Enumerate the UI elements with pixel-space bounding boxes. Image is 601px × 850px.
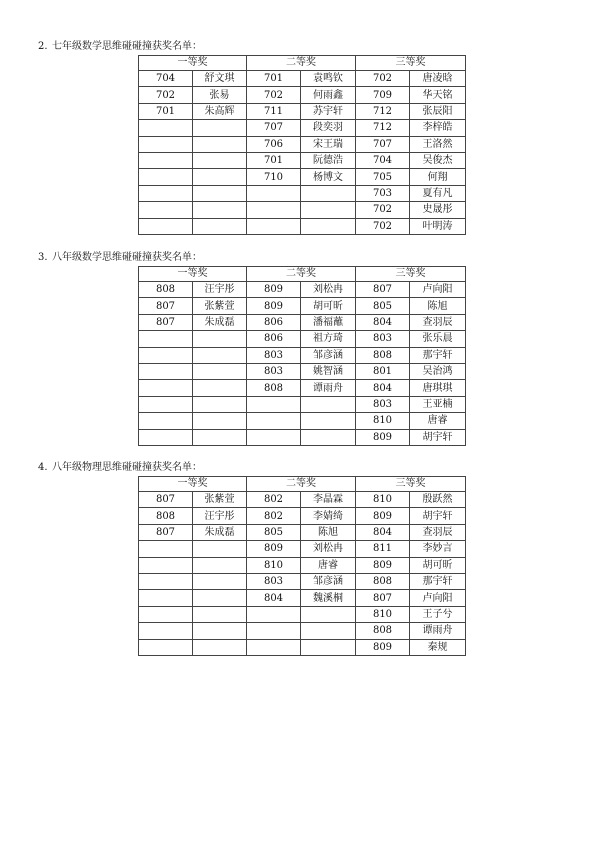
table-row	[139, 218, 466, 234]
class-cell: 711	[247, 103, 301, 119]
name-cell: 胡宇轩	[410, 508, 466, 524]
table-row	[139, 606, 466, 622]
name-cell: 谭雨舟	[301, 380, 356, 396]
name-cell	[193, 429, 247, 445]
name-cell: 阮德浩	[301, 152, 356, 168]
class-cell: 807	[139, 524, 193, 540]
class-cell: 807	[139, 314, 193, 330]
name-cell	[301, 413, 356, 429]
name-cell	[301, 202, 356, 218]
name-cell: 邹彦涵	[301, 347, 356, 363]
class-cell	[139, 185, 193, 201]
class-cell	[247, 396, 301, 412]
name-cell	[193, 623, 247, 639]
class-cell: 704	[139, 71, 193, 87]
class-cell: 710	[247, 169, 301, 185]
name-cell	[301, 218, 356, 234]
name-cell: 卢向阳	[410, 590, 466, 606]
name-cell: 吴俊杰	[410, 152, 466, 168]
class-cell	[139, 557, 193, 573]
class-cell: 808	[356, 623, 410, 639]
table-row	[139, 347, 466, 363]
class-cell: 702	[356, 202, 410, 218]
table-row	[139, 639, 466, 655]
table-row	[139, 573, 466, 589]
name-cell: 张辰阳	[410, 103, 466, 119]
class-cell	[247, 606, 301, 622]
name-cell: 李梓皓	[410, 120, 466, 136]
class-cell: 810	[356, 492, 410, 508]
class-cell: 806	[247, 331, 301, 347]
table-row	[139, 413, 466, 429]
name-cell	[193, 185, 247, 201]
class-cell	[139, 218, 193, 234]
class-cell	[139, 623, 193, 639]
name-cell: 刘松冉	[301, 541, 356, 557]
class-cell	[139, 347, 193, 363]
class-cell	[139, 363, 193, 379]
table-header-row	[139, 267, 466, 282]
table-row	[139, 169, 466, 185]
name-cell	[193, 331, 247, 347]
class-cell: 802	[247, 492, 301, 508]
name-cell: 何雨鑫	[301, 87, 356, 103]
name-cell: 唐睿	[301, 557, 356, 573]
name-cell	[193, 120, 247, 136]
name-cell: 史晟彤	[410, 202, 466, 218]
class-cell: 703	[356, 185, 410, 201]
name-cell: 谭雨舟	[410, 623, 466, 639]
class-cell: 810	[247, 557, 301, 573]
class-cell: 701	[247, 71, 301, 87]
name-cell: 李妙言	[410, 541, 466, 557]
table-row	[139, 298, 466, 314]
class-cell: 807	[356, 282, 410, 298]
class-cell: 804	[247, 590, 301, 606]
name-cell	[193, 347, 247, 363]
name-cell	[193, 136, 247, 152]
name-cell	[193, 557, 247, 573]
class-cell	[139, 169, 193, 185]
class-cell: 702	[356, 218, 410, 234]
table-row	[139, 380, 466, 396]
name-cell	[193, 413, 247, 429]
name-cell: 王子兮	[410, 606, 466, 622]
name-cell	[301, 606, 356, 622]
table-row	[139, 508, 466, 524]
class-cell: 805	[356, 298, 410, 314]
name-cell: 查羽辰	[410, 314, 466, 330]
class-cell: 807	[139, 492, 193, 508]
name-cell	[301, 623, 356, 639]
class-cell	[139, 573, 193, 589]
table-row	[139, 363, 466, 379]
name-cell: 吴治鸿	[410, 363, 466, 379]
table-row	[139, 282, 466, 298]
class-cell: 704	[356, 152, 410, 168]
name-cell: 陈旭	[301, 524, 356, 540]
class-cell: 809	[356, 429, 410, 445]
class-cell: 803	[247, 347, 301, 363]
class-cell: 702	[356, 71, 410, 87]
class-cell: 804	[356, 524, 410, 540]
table-header-row	[139, 56, 466, 71]
section-number: 4.	[38, 462, 48, 473]
table-row	[139, 185, 466, 201]
class-cell: 802	[247, 508, 301, 524]
name-cell: 姚智涵	[301, 363, 356, 379]
class-cell: 808	[139, 282, 193, 298]
class-cell: 805	[247, 524, 301, 540]
class-cell	[139, 396, 193, 412]
class-cell: 809	[356, 639, 410, 655]
name-cell	[193, 396, 247, 412]
prize-level-header: 三等奖	[356, 477, 466, 492]
class-cell: 809	[247, 541, 301, 557]
name-cell: 胡宇轩	[410, 429, 466, 445]
class-cell	[247, 639, 301, 655]
name-cell: 殷跃然	[410, 492, 466, 508]
name-cell: 卢向阳	[410, 282, 466, 298]
table-row	[139, 314, 466, 330]
table-row	[139, 120, 466, 136]
name-cell: 祖方琦	[301, 331, 356, 347]
table-row	[139, 103, 466, 119]
class-cell	[139, 429, 193, 445]
name-cell	[193, 202, 247, 218]
class-cell: 702	[247, 87, 301, 103]
prize-level-header: 一等奖	[139, 477, 247, 492]
name-cell	[193, 152, 247, 168]
section-title	[38, 252, 202, 264]
class-cell: 701	[139, 103, 193, 119]
class-cell	[139, 606, 193, 622]
table-row	[139, 541, 466, 557]
table-row	[139, 557, 466, 573]
name-cell: 苏宇轩	[301, 103, 356, 119]
name-cell: 夏有凡	[410, 185, 466, 201]
name-cell: 朱成磊	[193, 524, 247, 540]
class-cell	[139, 152, 193, 168]
name-cell	[301, 396, 356, 412]
class-cell: 808	[356, 347, 410, 363]
class-cell	[247, 413, 301, 429]
name-cell: 段奕羽	[301, 120, 356, 136]
award-table	[138, 266, 466, 446]
name-cell: 何翔	[410, 169, 466, 185]
class-cell: 809	[247, 298, 301, 314]
table-row	[139, 396, 466, 412]
class-cell: 803	[247, 363, 301, 379]
name-cell: 汪宇彤	[193, 508, 247, 524]
class-cell: 810	[356, 606, 410, 622]
class-cell: 702	[139, 87, 193, 103]
class-cell	[247, 218, 301, 234]
name-cell	[301, 429, 356, 445]
name-cell: 袁鸣钦	[301, 71, 356, 87]
name-cell: 杨博文	[301, 169, 356, 185]
name-cell: 朱高辉	[193, 103, 247, 119]
class-cell	[247, 202, 301, 218]
name-cell: 华天铭	[410, 87, 466, 103]
class-cell: 712	[356, 120, 410, 136]
section-number: 3.	[38, 252, 48, 263]
section-title-text: 七年级数学思维碰碰撞获奖名单：	[52, 41, 202, 52]
class-cell: 804	[356, 314, 410, 330]
class-cell: 808	[247, 380, 301, 396]
name-cell: 张易	[193, 87, 247, 103]
name-cell	[193, 169, 247, 185]
name-cell: 胡可昕	[301, 298, 356, 314]
table-row	[139, 492, 466, 508]
table-row	[139, 71, 466, 87]
name-cell	[193, 541, 247, 557]
name-cell: 唐凌晗	[410, 71, 466, 87]
class-cell	[139, 639, 193, 655]
section-title-text: 八年级数学思维碰碰撞获奖名单：	[52, 252, 202, 263]
class-cell: 706	[247, 136, 301, 152]
class-cell: 809	[356, 508, 410, 524]
name-cell: 叶明涛	[410, 218, 466, 234]
name-cell	[193, 363, 247, 379]
name-cell: 李婧绮	[301, 508, 356, 524]
section-title	[38, 462, 202, 474]
class-cell	[139, 541, 193, 557]
name-cell: 张紫萱	[193, 492, 247, 508]
class-cell: 808	[356, 573, 410, 589]
name-cell	[193, 606, 247, 622]
table-row	[139, 136, 466, 152]
class-cell	[139, 136, 193, 152]
table-row	[139, 202, 466, 218]
table-row	[139, 152, 466, 168]
name-cell: 宋王瑞	[301, 136, 356, 152]
table-row	[139, 331, 466, 347]
section-title-text: 八年级物理思维碰碰撞获奖名单：	[52, 462, 202, 473]
name-cell	[193, 218, 247, 234]
class-cell: 804	[356, 380, 410, 396]
name-cell	[301, 639, 356, 655]
class-cell: 709	[356, 87, 410, 103]
class-cell: 811	[356, 541, 410, 557]
section-title	[38, 41, 202, 53]
name-cell: 张乐晨	[410, 331, 466, 347]
table-row	[139, 524, 466, 540]
class-cell	[139, 380, 193, 396]
name-cell: 那宇轩	[410, 573, 466, 589]
class-cell	[247, 623, 301, 639]
class-cell: 803	[356, 331, 410, 347]
name-cell	[193, 639, 247, 655]
class-cell: 809	[247, 282, 301, 298]
class-cell: 801	[356, 363, 410, 379]
name-cell	[193, 380, 247, 396]
class-cell: 809	[356, 557, 410, 573]
class-cell: 803	[247, 573, 301, 589]
name-cell: 胡可昕	[410, 557, 466, 573]
name-cell: 唐睿	[410, 413, 466, 429]
name-cell: 朱成磊	[193, 314, 247, 330]
prize-level-header: 二等奖	[247, 267, 356, 282]
name-cell: 那宇轩	[410, 347, 466, 363]
class-cell: 807	[139, 298, 193, 314]
class-cell	[139, 120, 193, 136]
class-cell: 707	[356, 136, 410, 152]
class-cell: 808	[139, 508, 193, 524]
section-number: 2.	[38, 41, 48, 52]
prize-level-header: 三等奖	[356, 56, 466, 71]
table-row	[139, 429, 466, 445]
name-cell	[301, 185, 356, 201]
name-cell: 王亚楠	[410, 396, 466, 412]
class-cell: 705	[356, 169, 410, 185]
class-cell: 707	[247, 120, 301, 136]
class-cell: 701	[247, 152, 301, 168]
table-row	[139, 590, 466, 606]
name-cell: 潘福蘸	[301, 314, 356, 330]
prize-level-header: 一等奖	[139, 56, 247, 71]
name-cell: 舒文琪	[193, 71, 247, 87]
class-cell	[247, 185, 301, 201]
prize-level-header: 二等奖	[247, 477, 356, 492]
prize-level-header: 一等奖	[139, 267, 247, 282]
name-cell	[193, 573, 247, 589]
name-cell: 邹彦涵	[301, 573, 356, 589]
class-cell	[139, 413, 193, 429]
class-cell	[139, 202, 193, 218]
name-cell: 李晶霖	[301, 492, 356, 508]
class-cell: 806	[247, 314, 301, 330]
award-table	[138, 476, 466, 656]
name-cell: 张紫萱	[193, 298, 247, 314]
name-cell: 王洛然	[410, 136, 466, 152]
table-header-row	[139, 477, 466, 492]
class-cell: 712	[356, 103, 410, 119]
class-cell	[247, 429, 301, 445]
class-cell	[139, 331, 193, 347]
award-table	[138, 55, 466, 235]
name-cell: 汪宇彤	[193, 282, 247, 298]
name-cell: 陈旭	[410, 298, 466, 314]
class-cell: 803	[356, 396, 410, 412]
name-cell: 魏溪桐	[301, 590, 356, 606]
class-cell: 810	[356, 413, 410, 429]
class-cell	[139, 590, 193, 606]
name-cell: 刘松冉	[301, 282, 356, 298]
name-cell: 查羽辰	[410, 524, 466, 540]
prize-level-header: 二等奖	[247, 56, 356, 71]
prize-level-header: 三等奖	[356, 267, 466, 282]
table-row	[139, 87, 466, 103]
class-cell: 807	[356, 590, 410, 606]
name-cell	[193, 590, 247, 606]
name-cell: 秦规	[410, 639, 466, 655]
name-cell: 唐琪琪	[410, 380, 466, 396]
table-row	[139, 623, 466, 639]
